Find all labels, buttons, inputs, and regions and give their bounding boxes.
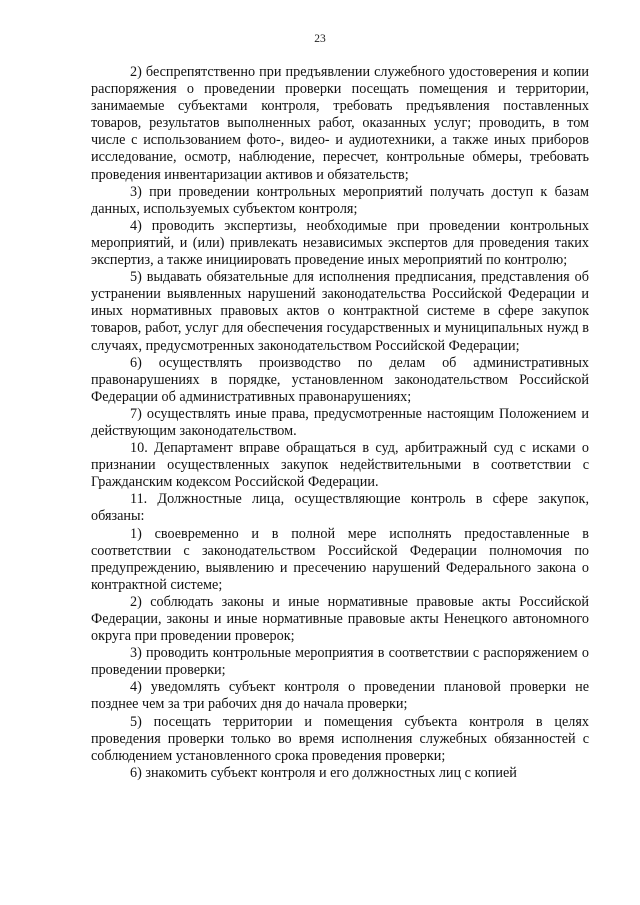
paragraph: 3) при проведении контрольных мероприятий получать доступ к базам данных, используемых субъектом контроля; (91, 183, 589, 217)
paragraph: 11. Должностные лица, осуществляющие контроль в сфере закупок, обязаны: (91, 491, 589, 525)
paragraph: 5) выдавать обязательные для исполнения предписания, представления об устранении выявленных нарушений законодательства Российской Федерации и иных нормативных правовых актов о контрактной системе в сфере закупок товаров, работ, услуг для обеспечения государственных и муниципальных нужд в случаях, предусмотренных законодательством Российской Федерации; (91, 269, 589, 354)
document-body (91, 64, 589, 782)
paragraph: 4) уведомлять субъект контроля о проведении плановой проверки не позднее чем за три рабочих дня до начала проверки; (91, 679, 589, 713)
paragraph: 7) осуществлять иные права, предусмотренные настоящим Положением и действующим законодательством. (91, 405, 589, 439)
paragraph: 10. Департамент вправе обращаться в суд, арбитражный суд с исками о признании осуществленных закупок недействительными в соответствии с Гражданским кодексом Российской Федерации. (91, 440, 589, 491)
paragraph: 6) осуществлять производство по делам об административных правонарушениях в порядке, установленном законодательством Российской Федерации об административных правонарушениях; (91, 354, 589, 405)
page-number: 23 (314, 33, 326, 45)
paragraph: 2) соблюдать законы и иные нормативные правовые акты Российской Федерации, законы и иные нормативные правовые акты Ненецкого автономного округа при проведении проверок; (91, 593, 589, 645)
paragraph: 5) посещать территории и помещения субъекта контроля в целях проведения проверки только во время исполнения служебных обязанностей с соблюдением установленного срока проведения проверки; (91, 713, 589, 764)
paragraph: 1) своевременно и в полной мере исполнять предоставленные в соответствии с законодательством Российской Федерации полномочия по предупреждению, выявлению и пресечению нарушений Федерального закона о контрактной системе; (91, 525, 589, 593)
paragraph: 6) знакомить субъект контроля и его должностных лиц с копией (130, 764, 517, 781)
paragraph: 3) проводить контрольные мероприятия в соответствии с распоряжением о проведении проверки; (91, 645, 589, 679)
paragraph: 4) проводить экспертизы, необходимые при проведении контрольных мероприятий, и (или) привлекать независимых экспертов для проведения таких экспертиз, а также инициировать проведение иных мероприятий по контролю; (91, 217, 589, 269)
paragraph: 2) беспрепятственно при предъявлении служебного удостоверения и копии распоряжения о проведении проверки посещать помещения и территории, занимаемые субъектами контроля, требовать предъявления поставленных товаров, результатов выполненных работ, оказанных услуг; проводить, в том числе с использованием фото-, видео- и аудиотехники, а также иных приборов исследование, осмотр, наблюдение, пересчет, контрольные обмеры, требовать проведения инвентаризации активов и обязательств; (91, 64, 589, 183)
